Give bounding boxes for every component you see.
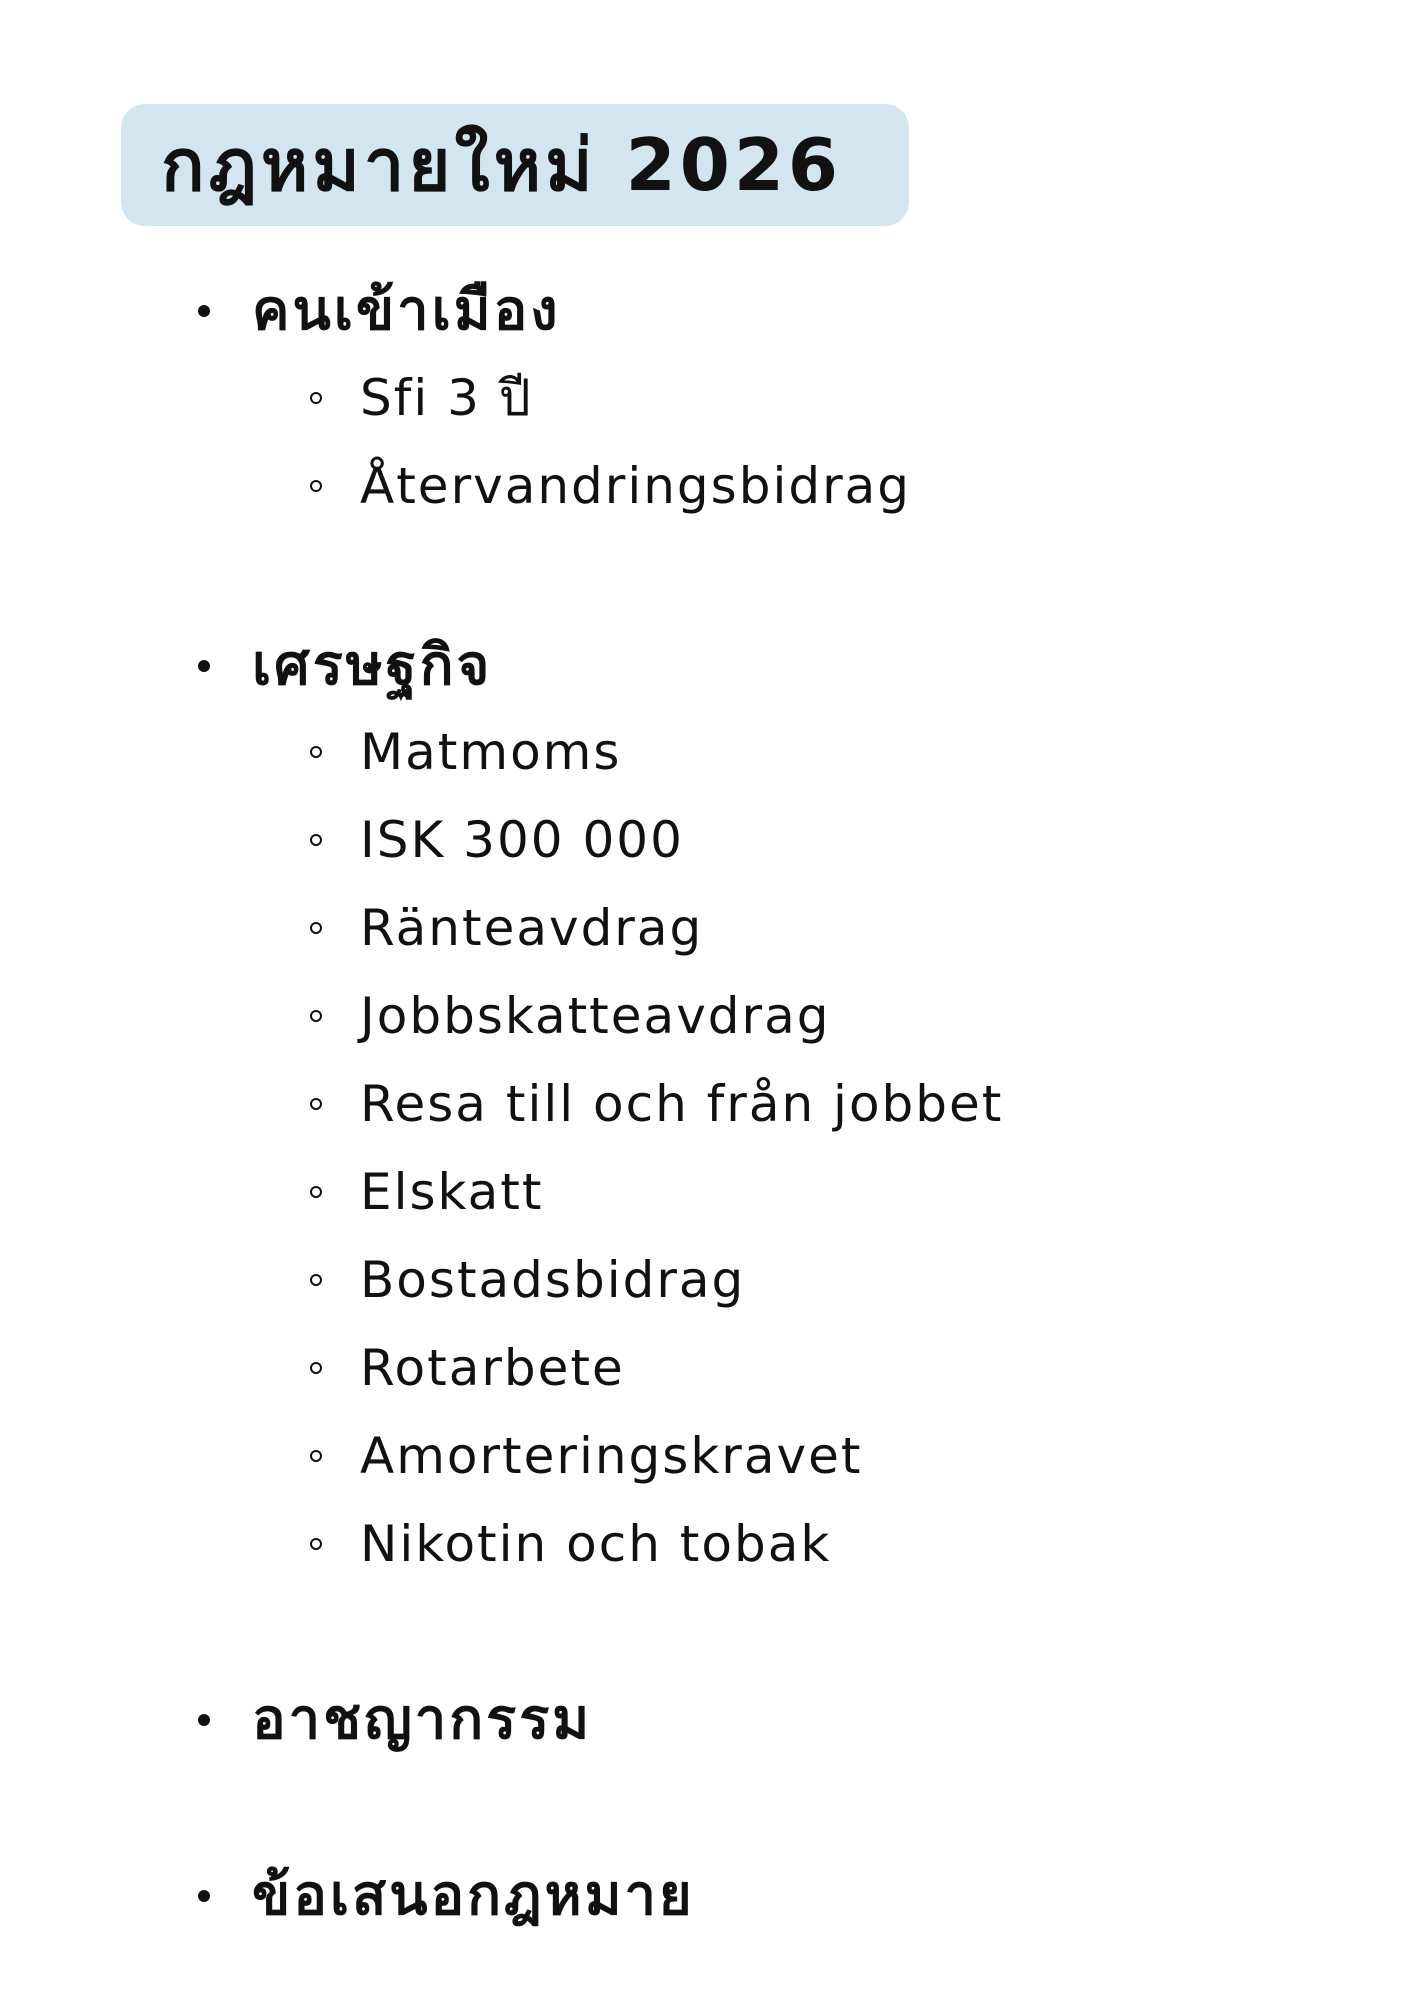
list-item-label: Nikotin och tobak [360,1515,832,1573]
list-item [310,1509,831,1579]
circle-bullet-icon [310,922,322,934]
section-label: เศรษฐกิจ [252,633,493,698]
section-label: คนเข้าเมือง [252,278,561,343]
list-item-label: ISK 300 000 [360,811,684,869]
list-item [310,1421,862,1491]
list-item [310,1245,745,1315]
list-item [310,1069,1003,1139]
circle-bullet-icon [310,746,322,758]
circle-bullet-icon [310,834,322,846]
circle-bullet-icon [310,392,322,404]
list-item-label: Rotarbete [360,1339,625,1397]
list-item [310,805,684,875]
circle-bullet-icon [310,1362,322,1374]
list-item-label: Amorteringskravet [360,1427,863,1485]
list-item-label: Matmoms [360,723,622,781]
section-label: ข้อเสนอกฎหมาย [252,1863,695,1928]
list-item [310,717,621,787]
list-item [310,451,911,521]
circle-bullet-icon [310,1010,322,1022]
list-item [310,1157,543,1227]
list-item-label: Återvandringsbidrag [360,457,912,515]
section-crime [200,1680,592,1760]
list-item [310,981,830,1051]
circle-bullet-icon [310,1450,322,1462]
list-item [310,893,703,963]
bullet-icon [198,1714,210,1726]
list-item [310,363,533,433]
list-item [310,1333,625,1403]
circle-bullet-icon [310,1098,322,1110]
list-item-label: Resa till och från jobbet [360,1075,1004,1133]
section-label: อาชญากรรม [252,1687,593,1752]
bullet-icon [198,305,210,317]
list-item-label: Jobbskatteavdrag [360,987,831,1045]
title-box [121,104,909,226]
list-item-label: Elskatt [360,1163,544,1221]
list-item-label: Bostadsbidrag [360,1251,746,1309]
section-economy [200,626,492,706]
circle-bullet-icon [310,1186,322,1198]
section-immigration [200,271,561,351]
bullet-icon [198,660,210,672]
circle-bullet-icon [310,1538,322,1550]
page-title: กฎหมายใหม่ 2026 [161,123,843,207]
circle-bullet-icon [310,1274,322,1286]
list-item-label: Ränteavdrag [360,899,704,957]
list-item-label: Sfi 3 ปี [360,369,533,427]
circle-bullet-icon [310,480,322,492]
bullet-icon [198,1890,210,1902]
section-law-proposals [200,1856,695,1936]
